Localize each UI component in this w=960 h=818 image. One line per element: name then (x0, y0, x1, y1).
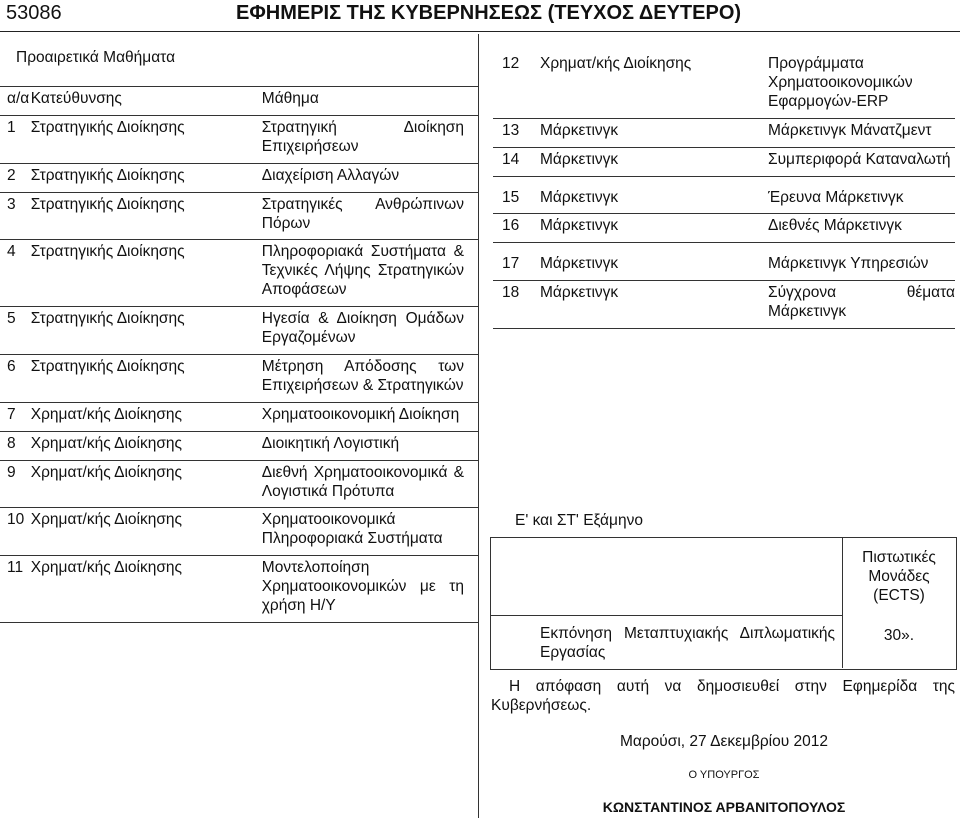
row-course: Πληροφοριακά Συστήματα & Τεχνικές Λήψης Στρατηγικών Αποφάσεων (261, 243, 464, 299)
row-course: Προγράμματα Χρηματοοικονομικών Εφαρμογών-ERP (768, 55, 913, 110)
row-course: Έρευνα Μάρκετινγκ (768, 188, 904, 206)
row-course: Χρηματοοικονομικά Πληροφοριακά Συστήματα (261, 511, 443, 548)
row-number: 12 (502, 55, 520, 72)
row-course: Στρατηγικές Ανθρώπινων Πόρων (261, 195, 464, 232)
table-row (0, 354, 478, 402)
row-course: Διαχείριση Αλλαγών (261, 166, 400, 184)
table-row (0, 508, 478, 556)
table-row (0, 431, 478, 460)
row-course: Στρατηγική Διοίκηση Επιχειρήσεων (261, 118, 464, 155)
row-direction: Μάρκετινγκ (540, 284, 619, 302)
row-number: 2 (7, 166, 16, 184)
column-divider (478, 34, 479, 818)
table-header-row (0, 87, 478, 116)
table-row (493, 281, 955, 329)
row-course: Μάρκετινγκ Μάνατζμεντ (768, 121, 932, 139)
row-number: 17 (502, 255, 520, 273)
row-direction: Μάρκετινγκ (540, 255, 619, 273)
row-number: 9 (7, 463, 16, 481)
table-row (493, 243, 955, 281)
row-direction: Στρατηγικής Διοίκησης (30, 166, 185, 184)
row-direction: Μάρκετινγκ (540, 188, 619, 206)
semester-title: Ε' και ΣΤ' Εξάμηνο (515, 512, 643, 529)
row-number: 14 (502, 150, 520, 168)
row-course: Διεθνή Χρηματοοικονομικά & Λογιστικά Πρότυπα (261, 463, 464, 500)
minister-title: Ο ΥΠΟΥΡΓΟΣ (688, 769, 760, 781)
table-row (0, 556, 478, 623)
row-direction: Στρατηγικής Διοίκησης (30, 195, 185, 213)
row-direction: Μάρκετινγκ (540, 217, 619, 235)
row-course: Μάρκετινγκ Υπηρεσιών (768, 255, 929, 273)
section-title: Προαιρετικά Μαθήματα (16, 49, 176, 66)
column-header-aa: α/α (7, 90, 30, 107)
header-rule (0, 31, 960, 32)
page-number: 53086 (6, 2, 62, 24)
row-number: 13 (502, 121, 520, 139)
row-number: 7 (7, 405, 16, 423)
row-direction: Χρηματ/κής Διοίκησης (30, 463, 183, 481)
table-row (493, 118, 955, 147)
table-row (0, 115, 478, 163)
row-course: Σύγχρονα θέματα Μάρκετινγκ (768, 284, 955, 321)
table-row (0, 163, 478, 192)
row-course: Μέτρηση Απόδοσης των Επιχειρήσεων & Στρατηγικών (261, 357, 464, 394)
row-number: 16 (502, 217, 520, 235)
row-course: Χρηματοοικονομική Διοίκηση (261, 405, 460, 423)
row-number: 11 (7, 559, 24, 577)
row-number: 5 (7, 310, 16, 328)
date-place: Μαρούσι, 27 Δεκεμβρίου 2012 (619, 733, 829, 750)
table-row (493, 147, 955, 176)
thesis-table-rule (490, 615, 842, 616)
row-number: 10 (7, 511, 25, 529)
row-direction: Στρατηγικής Διοίκησης (30, 357, 185, 375)
row-direction: Μάρκετινγκ (540, 121, 619, 139)
row-direction: Στρατηγικής Διοίκησης (30, 243, 185, 261)
row-direction: Μάρκετινγκ (540, 150, 619, 168)
minister-name: ΚΩΝΣΤΑΝΤΙΝΟΣ ΑΡΒΑΝΙΤΟΠΟΥΛΟΣ (602, 799, 846, 815)
row-course: Ηγεσία & Διοίκηση Ομάδων Εργαζομένων (261, 310, 464, 347)
elective-courses-table-continued (493, 52, 955, 329)
row-direction: Χρηματ/κής Διοίκησης (30, 511, 183, 529)
row-number: 4 (7, 243, 16, 261)
row-direction: Στρατηγικής Διοίκησης (30, 118, 185, 136)
table-row (0, 402, 478, 431)
gazette-title: ΕΦΗΜΕΡΙΣ ΤΗΣ ΚΥΒΕΡΝΗΣΕΩΣ (ΤΕΥΧΟΣ ΔΕΥΤΕΡΟ) (236, 2, 742, 24)
row-number: 1 (7, 118, 16, 136)
row-direction: Χρηματ/κής Διοίκησης (30, 559, 183, 577)
table-row (0, 240, 478, 307)
thesis-credits: 30». (883, 627, 915, 644)
table-row (0, 192, 478, 240)
table-row (0, 460, 478, 508)
table-row (493, 52, 955, 118)
row-number: 6 (7, 357, 16, 375)
table-row (493, 214, 955, 243)
elective-courses-table (0, 86, 478, 623)
thesis-label: Εκπόνηση Μεταπτυχιακής Διπλωματικής Εργασίας (540, 625, 835, 661)
ects-header: Πιστωτικές Μονάδες (ECTS) (862, 549, 936, 604)
decision-text: Η απόφαση αυτή να δημοσιευθεί στην Εφημερίδα της Κυβερνήσεως. (491, 678, 955, 714)
row-number: 15 (502, 188, 520, 206)
column-header-course: Μάθημα (261, 90, 319, 107)
table-row (493, 176, 955, 214)
row-direction: Χρηματ/κής Διοίκησης (30, 434, 183, 452)
row-number: 8 (7, 434, 16, 452)
table-row (0, 307, 478, 355)
row-course: Διεθνές Μάρκετινγκ (768, 217, 902, 235)
row-direction: Στρατηγικής Διοίκησης (30, 310, 185, 328)
right-table-body (493, 52, 955, 329)
left-table-body (0, 115, 478, 622)
row-direction: Χρηματ/κής Διοίκησης (540, 55, 692, 72)
row-number: 18 (502, 284, 520, 302)
row-course: Μοντελοποίηση Χρηματοοικονομικών με τη χρήση Η/Υ (261, 559, 464, 615)
row-course: Διοικητική Λογιστική (261, 434, 400, 452)
row-direction: Χρηματ/κής Διοίκησης (30, 405, 183, 423)
row-number: 3 (7, 195, 16, 213)
column-header-direction: Κατεύθυνσης (30, 90, 122, 107)
row-course: Συμπεριφορά Καταναλωτή (768, 150, 951, 168)
